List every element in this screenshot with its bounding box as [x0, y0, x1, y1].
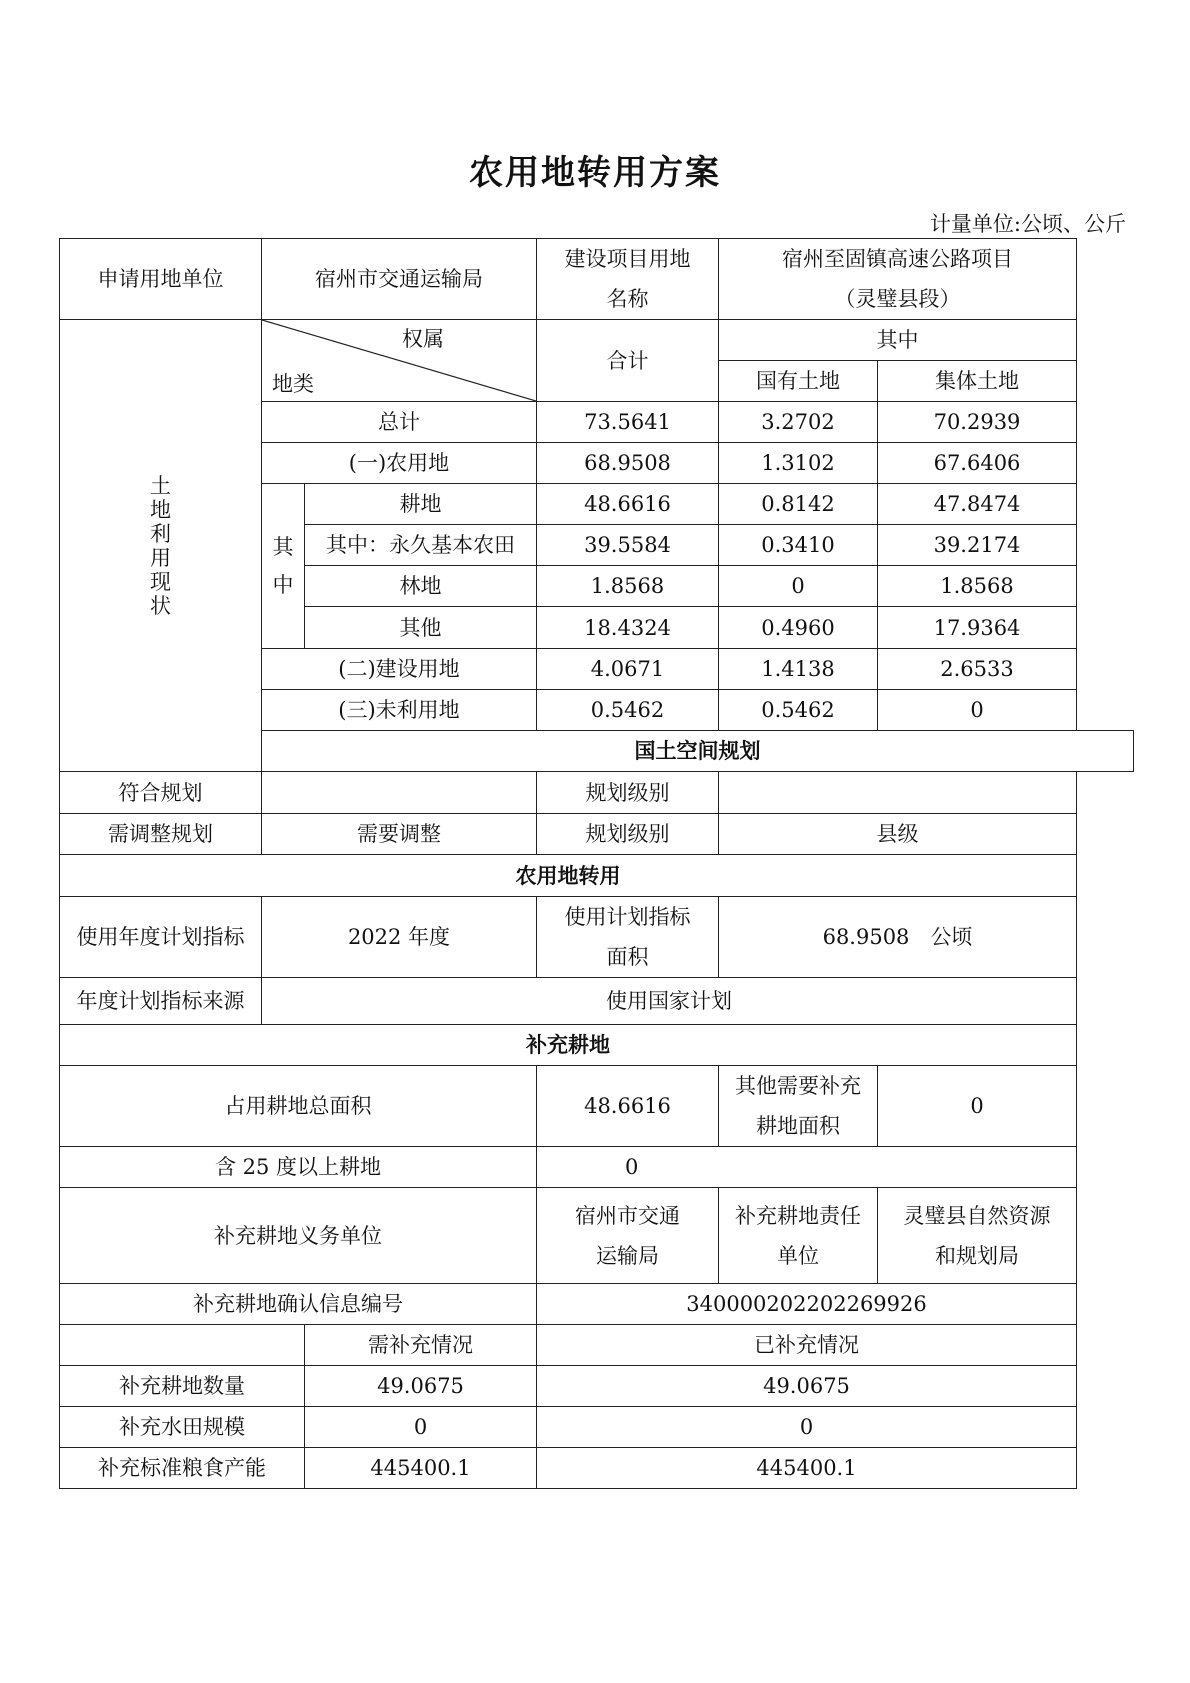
obligor-label: 补充耕地义务单位 [60, 1188, 537, 1284]
source-label: 年度计划指标来源 [60, 978, 262, 1025]
project-label [537, 239, 719, 320]
planning-section-title: 国土空间规划 [262, 731, 1134, 772]
land-status-char-3: 利 [150, 521, 171, 546]
qty-done: 49.0675 [537, 1366, 1077, 1407]
project-value-line-1: 宿州至固镇高速公路项目 [782, 247, 1013, 271]
table-row [60, 1448, 1134, 1489]
cell-sum: 39.5584 [537, 525, 719, 566]
responsible-label-line-2: 单位 [777, 1243, 819, 1268]
applicant-label: 申请用地单位 [60, 239, 262, 320]
row-label: (二)建设用地 [262, 649, 537, 690]
cell-collective: 47.8474 [878, 484, 1077, 525]
cell-collective: 2.6533 [878, 649, 1077, 690]
cell-collective: 0 [878, 690, 1077, 731]
other-area-label-line-1: 其他需要补充 [735, 1074, 861, 1098]
area-label-line-1: 使用计划指标 [564, 905, 691, 929]
row-label: (三)未利用地 [262, 690, 537, 731]
among-header: 其中 [719, 320, 1077, 361]
responsible-label-line-1: 补充耕地责任 [735, 1203, 861, 1228]
land-status-char-2: 地 [150, 497, 171, 522]
row-label: 总计 [262, 402, 537, 443]
land-status-label [60, 320, 262, 772]
responsible-label [719, 1188, 878, 1284]
area-label-line-2: 面积 [606, 945, 649, 969]
cell-sum: 0.5462 [537, 690, 719, 731]
conform-label: 符合规划 [60, 772, 262, 814]
responsible-value-line-1: 灵璧县自然资源 [903, 1203, 1051, 1228]
adjust-value: 需要调整 [262, 814, 537, 855]
project-label-line-2: 名称 [606, 287, 649, 311]
conversion-plan-table [59, 238, 1134, 1489]
among-char-2: 中 [272, 573, 294, 597]
land-type-label: 地类 [272, 372, 314, 396]
cell-state: 3.2702 [719, 402, 878, 443]
project-label-line-1: 建设项目用地 [564, 247, 691, 271]
cell-state: 0.3410 [719, 525, 878, 566]
obligor-value [537, 1188, 719, 1284]
grain-label: 补充标准粮食产能 [60, 1448, 305, 1489]
diagonal-header-cell [262, 320, 537, 402]
project-value [719, 239, 1077, 320]
table-row [60, 1366, 1134, 1407]
other-area-label-line-2: 耕地面积 [756, 1114, 840, 1138]
area-label [537, 897, 719, 978]
row-label: 其中：永久基本农田 [305, 525, 537, 566]
need-header: 需补充情况 [305, 1325, 537, 1366]
cell-state: 0.8142 [719, 484, 878, 525]
conform-value [262, 772, 537, 814]
responsible-value [878, 1188, 1077, 1284]
cell-sum: 48.6616 [537, 484, 719, 525]
state-land-header: 国有土地 [719, 361, 878, 402]
land-status-char-1: 土 [150, 473, 171, 498]
cell-collective: 1.8568 [878, 566, 1077, 607]
cell-state: 0.5462 [719, 690, 878, 731]
other-area-value: 0 [878, 1066, 1077, 1147]
land-status-char-5: 现 [150, 569, 171, 594]
cell-collective: 70.2939 [878, 402, 1077, 443]
row-label: 耕地 [305, 484, 537, 525]
slope-label: 含 25 度以上耕地 [60, 1147, 537, 1188]
row-label: 其他 [305, 607, 537, 649]
other-area-label [719, 1066, 878, 1147]
sum-header: 合计 [537, 320, 719, 402]
row-label: (一)农用地 [262, 443, 537, 484]
area-value: 68.9508 公顷 [719, 897, 1077, 978]
confirm-label: 补充耕地确认信息编号 [60, 1284, 537, 1325]
cell-collective: 67.6406 [878, 443, 1077, 484]
unit-note: 计量单位:公顷、公斤 [929, 212, 1126, 236]
grain-need: 445400.1 [305, 1448, 537, 1489]
qty-label: 补充耕地数量 [60, 1366, 305, 1407]
cell-sum: 18.4324 [537, 607, 719, 649]
level-value-2: 县级 [719, 814, 1077, 855]
cell-collective: 17.9364 [878, 607, 1077, 649]
project-value-line-2: （灵璧县段） [834, 287, 961, 311]
annual-value: 2022 年度 [262, 897, 537, 978]
land-status-char-4: 用 [150, 545, 171, 570]
level-label-1: 规划级别 [537, 772, 719, 814]
cell-state: 0.4960 [719, 607, 878, 649]
cell-state: 0 [719, 566, 878, 607]
confirm-value: 340000202202269926 [537, 1284, 1077, 1325]
obligor-value-line-1: 宿州市交通 [575, 1203, 680, 1228]
paddy-label: 补充水田规模 [60, 1407, 305, 1448]
level-label-2: 规划级别 [537, 814, 719, 855]
status-corner [60, 1325, 305, 1366]
among-char-1: 其 [272, 535, 294, 559]
obligor-value-line-2: 运输局 [596, 1243, 659, 1268]
page-title: 农用地转用方案 [469, 153, 721, 193]
conversion-section-title: 农用地转用 [60, 855, 1077, 897]
cell-sum: 1.8568 [537, 566, 719, 607]
applicant-value: 宿州市交通运输局 [262, 239, 537, 320]
occupied-label: 占用耕地总面积 [60, 1066, 537, 1147]
adjust-label: 需调整规划 [60, 814, 262, 855]
cell-state: 1.3102 [719, 443, 878, 484]
paddy-done: 0 [537, 1407, 1077, 1448]
slope-value: 0 [537, 1147, 1077, 1188]
annual-label: 使用年度计划指标 [60, 897, 262, 978]
cell-state: 1.4138 [719, 649, 878, 690]
grain-done: 445400.1 [537, 1448, 1077, 1489]
responsible-value-line-2: 和规划局 [935, 1243, 1019, 1268]
land-status-char-6: 状 [150, 593, 171, 618]
ownership-label: 权属 [402, 327, 444, 351]
cell-sum: 4.0671 [537, 649, 719, 690]
done-header: 已补充情况 [537, 1325, 1077, 1366]
among-sub-label [262, 484, 305, 649]
cell-sum: 73.5641 [537, 402, 719, 443]
collective-land-header: 集体土地 [878, 361, 1077, 402]
paddy-need: 0 [305, 1407, 537, 1448]
cell-collective: 39.2174 [878, 525, 1077, 566]
supplement-section-title: 补充耕地 [60, 1025, 1077, 1066]
cell-sum: 68.9508 [537, 443, 719, 484]
level-value-1 [719, 772, 1077, 814]
row-label: 林地 [305, 566, 537, 607]
source-value: 使用国家计划 [262, 978, 1077, 1025]
qty-need: 49.0675 [305, 1366, 537, 1407]
occupied-value: 48.6616 [537, 1066, 719, 1147]
table-row [60, 1407, 1134, 1448]
